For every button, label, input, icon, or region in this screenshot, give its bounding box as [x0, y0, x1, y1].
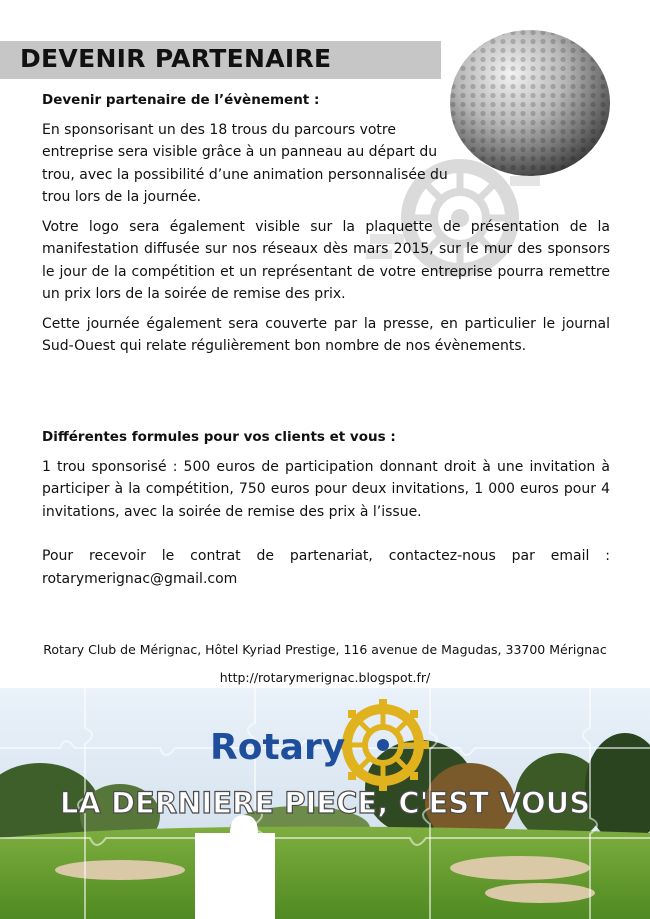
club-address: Rotary Club de Mérignac, Hôtel Kyriad Prestige, 116 avenue de Magudas, 33700 Mérignac	[43, 642, 607, 657]
contact-paragraph: Pour recevoir le contrat de partenariat, contactez-nous par email : rotarymerignac@gmail.com	[42, 548, 610, 587]
section-partner	[42, 89, 610, 358]
paragraph: Votre logo sera également visible sur la plaquette de présentation de la manifestation diffusée sur nos réseaux dès mars 2015, sur le mur des sponsors le jour de la compétition et un représentant de votre entreprise pourra remettre un prix lors de la soirée de remise des prix.	[42, 218, 610, 302]
rotary-logo-text: Rotary	[210, 727, 346, 768]
section-formulas	[42, 426, 610, 590]
paragraph: 1 trou sponsorisé : 500 euros de participation donnant droit à une invitation à participer à la compétition, 750 euros pour deux invitations, 1 000 euros pour 4 invitations, avec la soirée de remise des prix à l’issue.	[42, 458, 610, 520]
club-url: http://rotarymerignac.blogspot.fr/	[219, 670, 431, 685]
paragraph: En sponsorisant un des 18 trous du parcours votre entreprise sera visible grâce à un panneau au départ du trou, avec la possibilité d’une animation personnalisée du trou lors de la journée.	[42, 121, 448, 205]
section-heading: Différentes formules pour vos clients et vous :	[42, 429, 396, 445]
section-heading: Devenir partenaire de l’évènement :	[42, 92, 320, 108]
banner-slogan: LA DERNIERE PIECE, C'EST VOUS	[59, 786, 591, 820]
paragraph: Cette journée également sera couverte par la presse, en particulier le journal Sud-Ouest qui relate régulièrement bon nombre de nos évènements.	[42, 315, 610, 354]
page-title: DEVENIR PARTENAIRE	[20, 44, 332, 73]
